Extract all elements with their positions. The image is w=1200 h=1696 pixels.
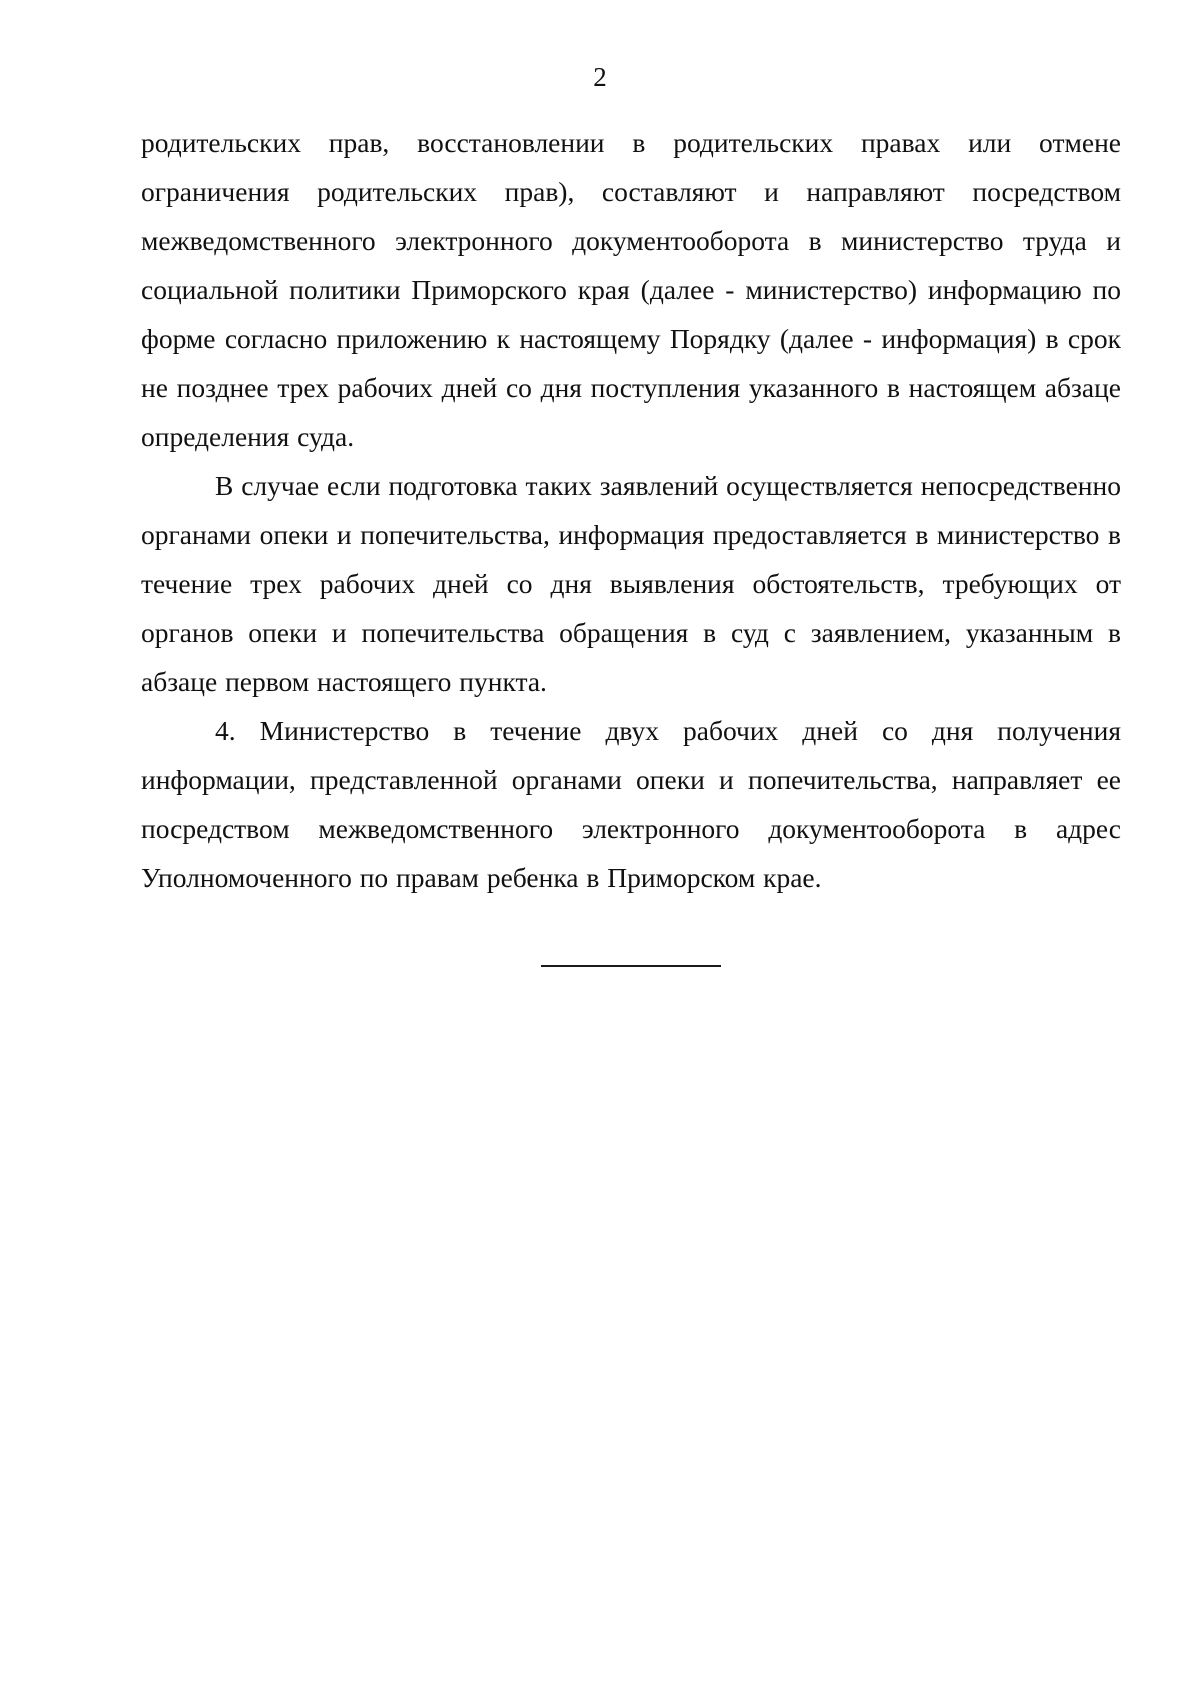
end-divider-line — [541, 965, 721, 967]
document-body — [141, 118, 1121, 902]
paragraph-continuation: родительских прав, восстановлении в родительских правах или отмене ограничения родительских прав), составляют и направляют посредством межведомственного электронного документооборота в министерство труда и социальной политики Приморского края (далее - министерство) информацию по форме согласно приложению к настоящему Порядку (далее - информация) в срок не позднее трех рабочих дней со дня поступления указанного в настоящем абзаце определения суда. — [141, 127, 1121, 452]
paragraph-case: В случае если подготовка таких заявлений осуществляется непосредственно органами опеки и попечительства, информация предоставляется в министерство в течение трех рабочих дней со дня выявления обстоятельств, требующих от органов опеки и попечительства обращения в суд с заявлением, указанным в абзаце первом настоящего пункта. — [141, 470, 1121, 697]
paragraph-item-4: 4. Министерство в течение двух рабочих дней со дня получения информации, представленной органами опеки и попечительства, направляет ее посредством межведомственного электронного документооборота в адрес Уполномоченного по правам ребенка в Приморском крае. — [141, 715, 1121, 893]
page-number: 2 — [593, 62, 607, 92]
